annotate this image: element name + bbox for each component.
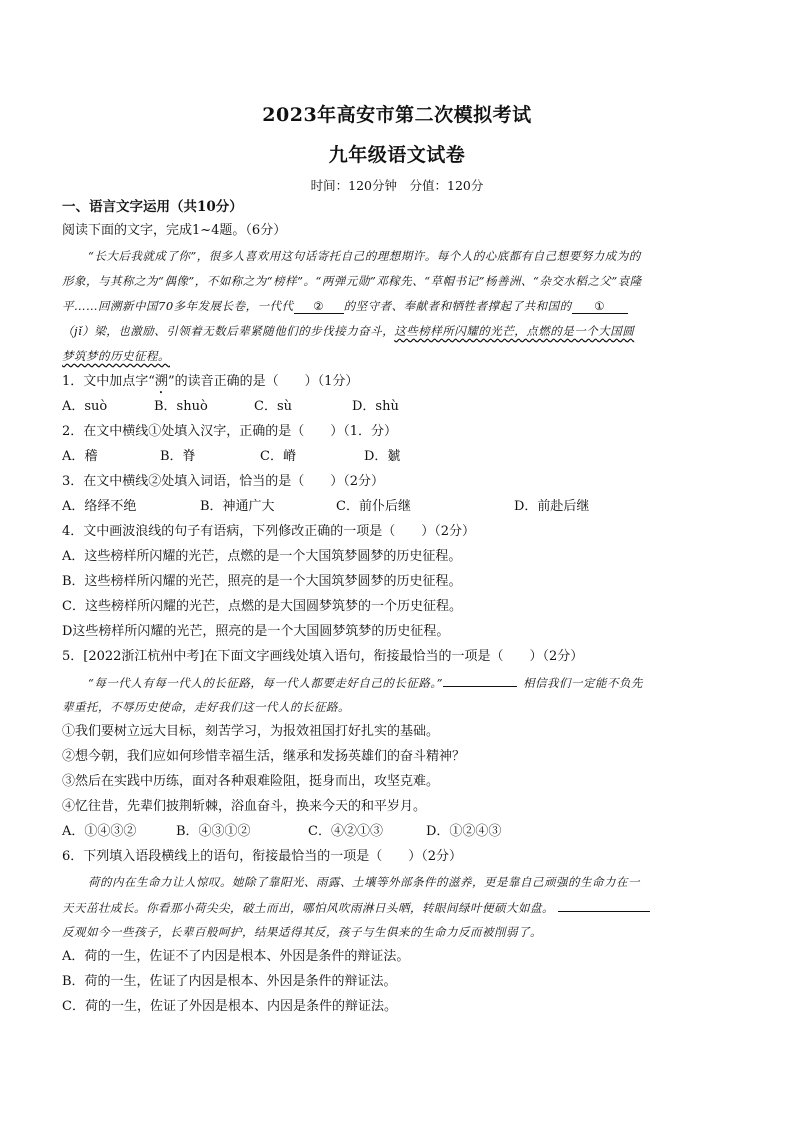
option-c[interactable]: C．sù <box>254 399 292 414</box>
question-1 <box>62 373 736 397</box>
option-a[interactable]: A．络绎不绝 <box>62 499 137 514</box>
passage-text: 的坚守者、奉献者和牺牲者撑起了共和国的 <box>343 299 572 313</box>
option-c[interactable]: C．④②①③ <box>308 824 383 839</box>
answer-blank <box>443 673 517 687</box>
q5-sentence-3: ③然后在实践中历练，面对各种艰难险阻，挺身而出，攻坚克难。 <box>62 774 440 789</box>
wavy-sentence: 梦筑梦的历史征程。 <box>62 349 170 363</box>
option-b[interactable]: B．这些榜样所闪耀的光芒，照亮的是一个大国筑梦圆梦的历史征程。 <box>62 574 462 589</box>
passage-line: “长大后我就成了你”，很多人喜欢用这句话寄托自己的理想期许。每个人的心底都有自己想要努力成为的 <box>88 249 641 263</box>
answer-blank <box>558 898 650 912</box>
q1-options <box>62 398 736 416</box>
option-d[interactable]: D这些榜样所闪耀的光芒，照亮的是一个大国圆梦筑梦的历史征程。 <box>62 624 450 639</box>
blank-2: ② <box>294 300 344 314</box>
option-a[interactable]: A．荷的一生，佐证不了内因是根本、外因是条件的辩证法。 <box>62 949 410 964</box>
exam-subtitle: 九年级语文试卷 <box>328 144 466 166</box>
exam-meta: 时间：120分钟 分值：120分 <box>310 178 484 193</box>
option-b[interactable]: B．脊 <box>160 449 196 464</box>
q5-passage-line <box>62 673 736 692</box>
wavy-sentence: 这些榜样所闪耀的光芒，点燃的是一个大国圆 <box>394 324 635 338</box>
q5-sentence-4: ④忆往昔，先辈们披荆斩棘，浴血奋斗，换来今天的和平岁月。 <box>62 799 427 814</box>
option-d[interactable]: D．shù <box>352 399 399 414</box>
exam-title: 2023年高安市第二次模拟考试 <box>262 104 532 126</box>
question-text: ”的读音正确的是（ ）（1分） <box>167 374 359 389</box>
question-5: 5．[2022浙江杭州中考]在下面文字画线处填入语句，衔接最恰当的一项是（ ）（2分） <box>62 649 584 664</box>
question-3: 3．在文中横线②处填入词语，恰当的是（ ）（2分） <box>62 474 385 489</box>
passage-text: “每一代人有每一代人的长征路，每一代人都要走好自己的长征路。” <box>88 676 444 690</box>
section-heading: 一、语言文字运用（共10分） <box>62 199 243 215</box>
q5-passage-line: 辈重托，不辱历史使命，走好我们这一代人的长征路。 <box>62 700 350 714</box>
passage-line <box>62 347 736 365</box>
q5-options <box>62 823 736 841</box>
passage-line <box>62 297 736 315</box>
passage-text: 天天茁壮成长。你看那小荷尖尖，破土而出，哪怕风吹雨淋日头晒，转眼间绿叶便硕大如盘。 <box>62 901 554 915</box>
q5-sentence-1: ①我们要树立远大目标，刻苦学习，为报效祖国打好扎实的基础。 <box>62 724 440 739</box>
option-d[interactable]: D．虦 <box>364 449 401 464</box>
passage-line: 形象，与其称之为“偶像”，不如称之为“榜样”。“两弹元勋”邓稼先、“草帽书记”杨善洲、“杂交水稻之父”袁隆 <box>62 274 642 288</box>
option-a[interactable]: A．这些榜样所闪耀的光芒，点燃的是一个大国筑梦圆梦的历史征程。 <box>62 549 462 564</box>
q5-sentence-2: ②想今朝，我们应如何珍惜幸福生活，继承和发扬英雄们的奋斗精神？ <box>62 749 466 764</box>
option-a[interactable]: A．①④③② <box>62 824 137 839</box>
passage-line <box>62 322 736 340</box>
q2-options <box>62 448 736 466</box>
q3-options <box>62 498 736 516</box>
passage-text: 相信我们一定能不负先 <box>523 676 644 690</box>
question-4: 4．文中画波浪线的句子有语病，下列修改正确的一项是（ ）（2分） <box>62 524 476 539</box>
reading-intro: 阅读下面的文字，完成1~4题。（6分） <box>62 223 287 238</box>
q6-passage-line: 荷的内在生命力让人惊叹。她除了靠阳光、雨露、土壤等外部条件的滋养，更是靠自己顽强的生命力在一 <box>88 875 640 889</box>
question-6: 6．下列填入语段横线上的语句，衔接最恰当的一项是（ ）（2分） <box>62 849 463 864</box>
option-d[interactable]: D．前赴后继 <box>514 499 590 514</box>
option-c[interactable]: C．这些榜样所闪耀的光芒，点燃的是大国圆梦筑梦的一个历史征程。 <box>62 599 462 614</box>
option-c[interactable]: C．前仆后继 <box>336 499 411 514</box>
option-d[interactable]: D．①②④③ <box>426 824 502 839</box>
passage-text: 平……回溯新中国70多年发展长卷，一代代 <box>62 299 294 313</box>
question-text: 1．文中加点字“ <box>62 374 155 389</box>
option-b[interactable]: B．神通广大 <box>200 499 275 514</box>
dotted-character: 溯 <box>154 374 168 389</box>
option-a[interactable]: A．稽 <box>62 449 98 464</box>
option-b[interactable]: B．荷的一生，佐证了内因是根本、外因是条件的辩证法。 <box>62 974 397 989</box>
q6-passage-line: 反观如今一些孩子，长辈百般呵护，结果适得其反，孩子与生俱来的生命力反而被削弱了。 <box>62 925 542 939</box>
option-c[interactable]: C．嵴 <box>260 449 296 464</box>
q6-passage-line <box>62 898 736 917</box>
passage-text: （jǐ）梁，也激励、引领着无数后辈紧随他们的步伐接力奋斗， <box>62 324 395 338</box>
option-b[interactable]: B．④③①② <box>176 824 251 839</box>
question-2: 2．在文中横线①处填入汉字，正确的是（ ）（1．分） <box>62 424 398 439</box>
option-b[interactable]: B．shuò <box>154 399 208 414</box>
option-a[interactable]: A．suò <box>62 399 108 414</box>
blank-1: ① <box>572 300 628 314</box>
option-c[interactable]: C．荷的一生，佐证了外因是根本、内因是条件的辩证法。 <box>62 999 397 1014</box>
